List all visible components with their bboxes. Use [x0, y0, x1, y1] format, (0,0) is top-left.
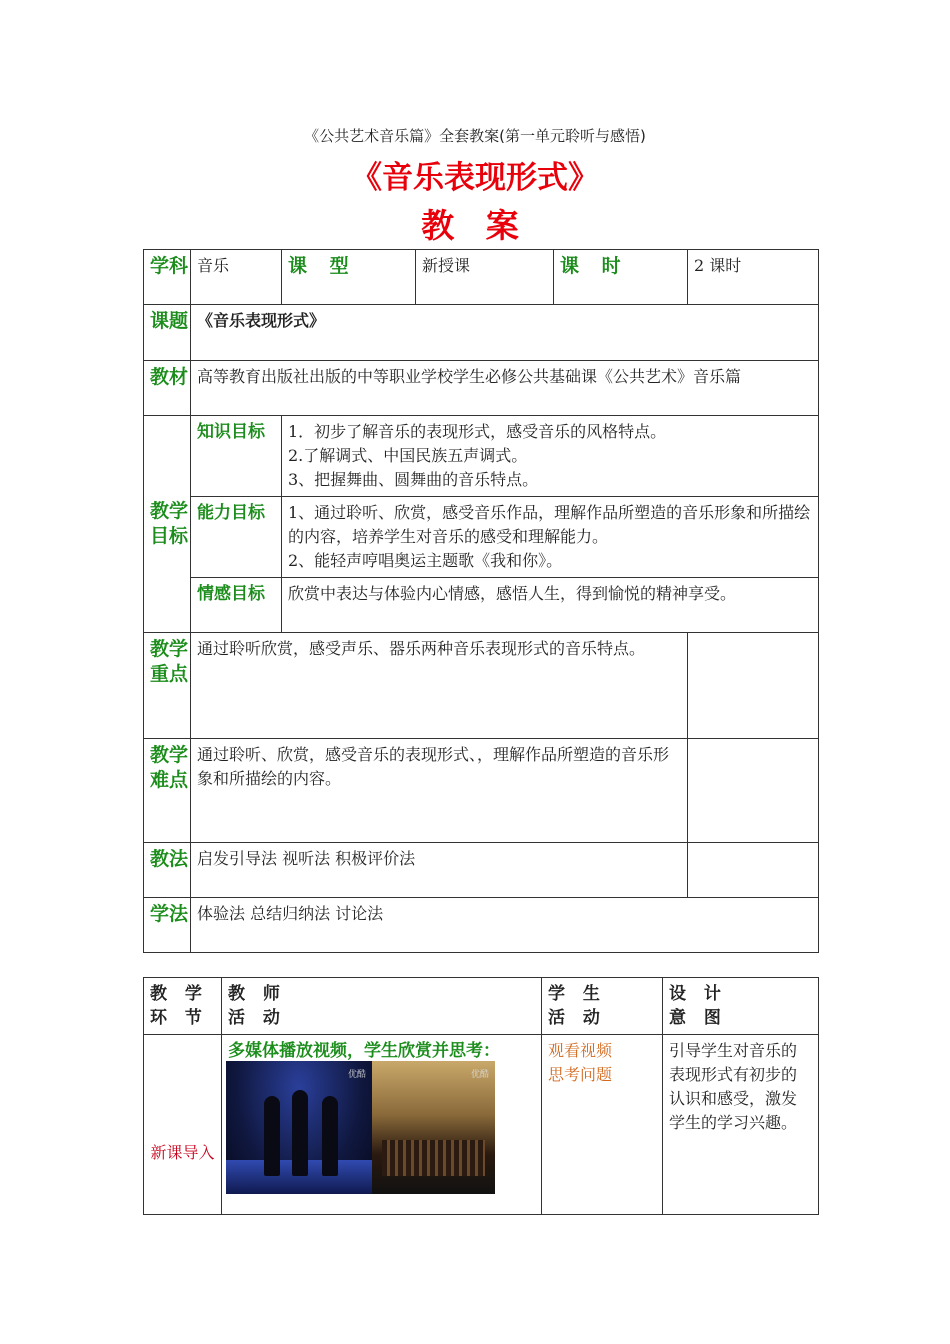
- study-label: 学法: [144, 898, 191, 953]
- singer-figure: [292, 1090, 308, 1176]
- method-label: 教法: [144, 843, 191, 898]
- orchestra-graphic: [382, 1140, 485, 1176]
- student-header: [542, 978, 663, 1035]
- topic-value: 《音乐表现形式》: [191, 305, 819, 361]
- student-activity-line: 观看视频: [548, 1041, 613, 1060]
- emotion-goal-label: 情感目标: [191, 578, 282, 633]
- ability-goal-line: 2、能轻声哼唱奥运主题歌《我和你》。: [288, 551, 563, 570]
- study-value: 体验法 总结归纳法 讨论法: [191, 898, 819, 953]
- teacher-header-line: 教 师: [228, 984, 286, 1004]
- knowledge-goal-line: 1．初步了解音乐的表现形式，感受音乐的风格特点。: [288, 422, 667, 441]
- teacher-header: [222, 978, 542, 1035]
- stage-intro: 新课导入: [144, 1035, 222, 1215]
- goals-label: 教学目标: [144, 416, 191, 633]
- design-intent: 引导学生对音乐的表现形式有初步的认识和感受，激发学生的学习兴趣。: [663, 1035, 819, 1215]
- type-label: 课 型: [282, 250, 416, 305]
- hours-value: 2 课时: [688, 250, 819, 305]
- student-activity: [542, 1035, 663, 1215]
- student-header-line: 学 生: [548, 984, 606, 1004]
- type-value: 新授课: [416, 250, 554, 305]
- knowledge-goal-text: [282, 416, 819, 497]
- method-value: 启发引导法 视听法 积极评价法: [191, 843, 688, 898]
- knowledge-goal-line: 2.了解调式、中国民族五声调式。: [288, 446, 528, 465]
- emotion-goal-line: 欣赏中表达与体验内心情感，感悟人生，得到愉悦的精神享受。: [288, 584, 737, 603]
- key-label: 教学重点: [144, 633, 191, 739]
- video-thumbnail-orchestra[interactable]: [372, 1061, 495, 1194]
- ability-goal-text: [282, 497, 819, 578]
- emotion-goal-text: [282, 578, 819, 633]
- ability-goal-line: 1、通过聆听、欣赏，感受音乐作品，理解作品所塑造的音乐形象和所描绘的内容，培养学生对音乐的感受和理解能力。: [288, 503, 811, 546]
- doc-title: 《音乐表现形式》: [351, 160, 599, 196]
- difficulty-value: 通过聆听、欣赏，感受音乐的表现形式、，理解作品所塑造的音乐形象和所描绘的内容。: [191, 739, 688, 843]
- material-value: 高等教育出版社出版的中等职业学校学生必修公共基础课《公共艺术》音乐篇: [191, 361, 819, 416]
- teacher-activity: 多媒体播放视频，学生欣赏并思考：: [222, 1035, 542, 1215]
- video-thumbnail-singers[interactable]: [226, 1061, 372, 1194]
- hours-label: 课 时: [554, 250, 688, 305]
- topic-label: 课题: [144, 305, 191, 361]
- stage-header-line: 教 学: [150, 984, 208, 1004]
- lesson-info-table: [143, 249, 819, 953]
- singer-figure: [264, 1096, 280, 1176]
- method-empty-cell: [688, 843, 819, 898]
- student-activity-line: 思考问题: [548, 1065, 613, 1084]
- key-empty-cell: [688, 633, 819, 739]
- doc-subtitle: 《公共艺术音乐篇》全套教案(第一单元聆听与感悟): [304, 127, 646, 145]
- student-header-line: 活 动: [548, 1008, 606, 1028]
- difficulty-empty-cell: [688, 739, 819, 843]
- teacher-header-line: 活 动: [228, 1008, 286, 1028]
- watermark-label: 优酷: [347, 1070, 366, 1080]
- intent-header-line: 设 计: [669, 984, 727, 1004]
- stage-header-line: 环 节: [150, 1008, 208, 1028]
- watermark-label: 优酷: [470, 1070, 489, 1080]
- doc-type: 教 案: [421, 206, 529, 245]
- singer-figure: [322, 1096, 338, 1176]
- subject-value: 音乐: [191, 250, 282, 305]
- ability-goal-label: 能力目标: [191, 497, 282, 578]
- knowledge-goal-label: 知识目标: [191, 416, 282, 497]
- intent-header: [663, 978, 819, 1035]
- difficulty-label: 教学难点: [144, 739, 191, 843]
- stage-header: [144, 978, 222, 1035]
- material-label: 教材: [144, 361, 191, 416]
- subject-label: 学科: [144, 250, 191, 305]
- knowledge-goal-line: 3、把握舞曲、圆舞曲的音乐特点。: [288, 470, 539, 489]
- key-value: 通过聆听欣赏，感受声乐、器乐两种音乐表现形式的音乐特点。: [191, 633, 688, 739]
- intent-header-line: 意 图: [669, 1008, 727, 1028]
